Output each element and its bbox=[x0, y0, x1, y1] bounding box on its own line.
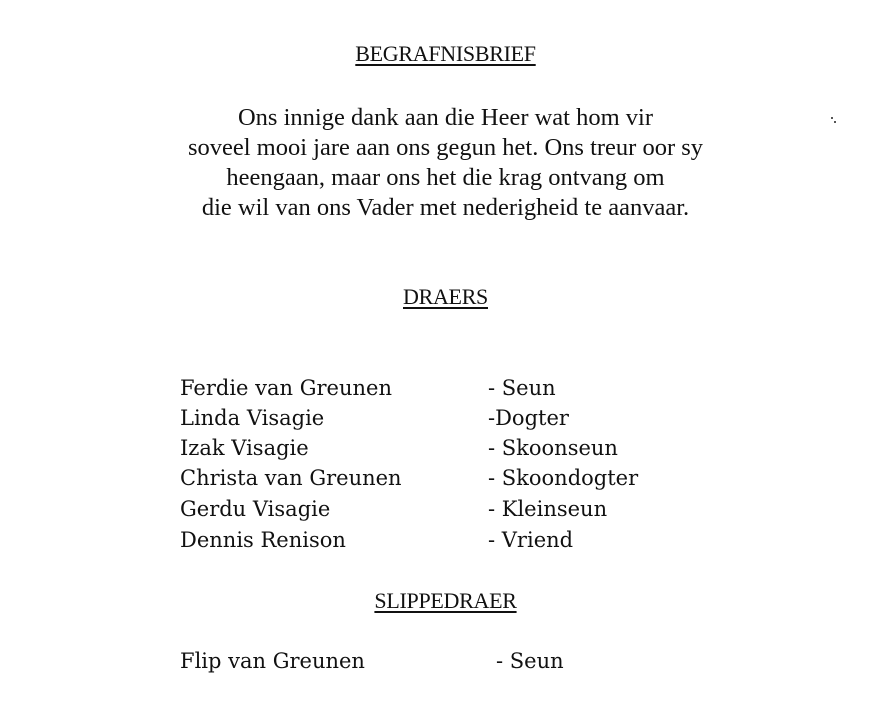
person-name: Izak Visagie bbox=[180, 436, 309, 460]
intro-line: Ons innige dank aan die Heer wat hom vir bbox=[237, 104, 654, 131]
intro-line: soveel mooi jare aan ons gegun het. Ons treur oor sy bbox=[187, 134, 704, 161]
slippedraer-heading: SLIPPEDRAER bbox=[374, 588, 517, 613]
relation: -Dogter bbox=[488, 406, 569, 430]
person-name: Dennis Renison bbox=[180, 528, 346, 552]
person-name: Linda Visagie bbox=[180, 406, 325, 430]
intro-line: die wil van ons Vader met nederigheid te aanvaar. bbox=[201, 194, 690, 221]
relation: - Vriend bbox=[488, 528, 574, 552]
relation: - Skoondogter bbox=[488, 466, 639, 490]
scan-artifact bbox=[831, 117, 833, 119]
relation: - Seun bbox=[496, 649, 564, 673]
draers-heading: DRAERS bbox=[403, 284, 488, 309]
scan-artifact bbox=[834, 121, 836, 123]
relation: - Kleinseun bbox=[488, 497, 608, 521]
person-name: Christa van Greunen bbox=[180, 466, 402, 490]
relation: - Skoonseun bbox=[488, 436, 618, 460]
intro-line: heengaan, maar ons het die krag ontvang om bbox=[226, 164, 665, 191]
document-title: BEGRAFNISBRIEF bbox=[355, 41, 536, 66]
intro-paragraph bbox=[0, 103, 891, 223]
person-name: Ferdie van Greunen bbox=[180, 376, 392, 400]
person-name: Gerdu Visagie bbox=[180, 497, 331, 521]
relation: - Seun bbox=[488, 376, 556, 400]
person-name: Flip van Greunen bbox=[180, 649, 365, 673]
